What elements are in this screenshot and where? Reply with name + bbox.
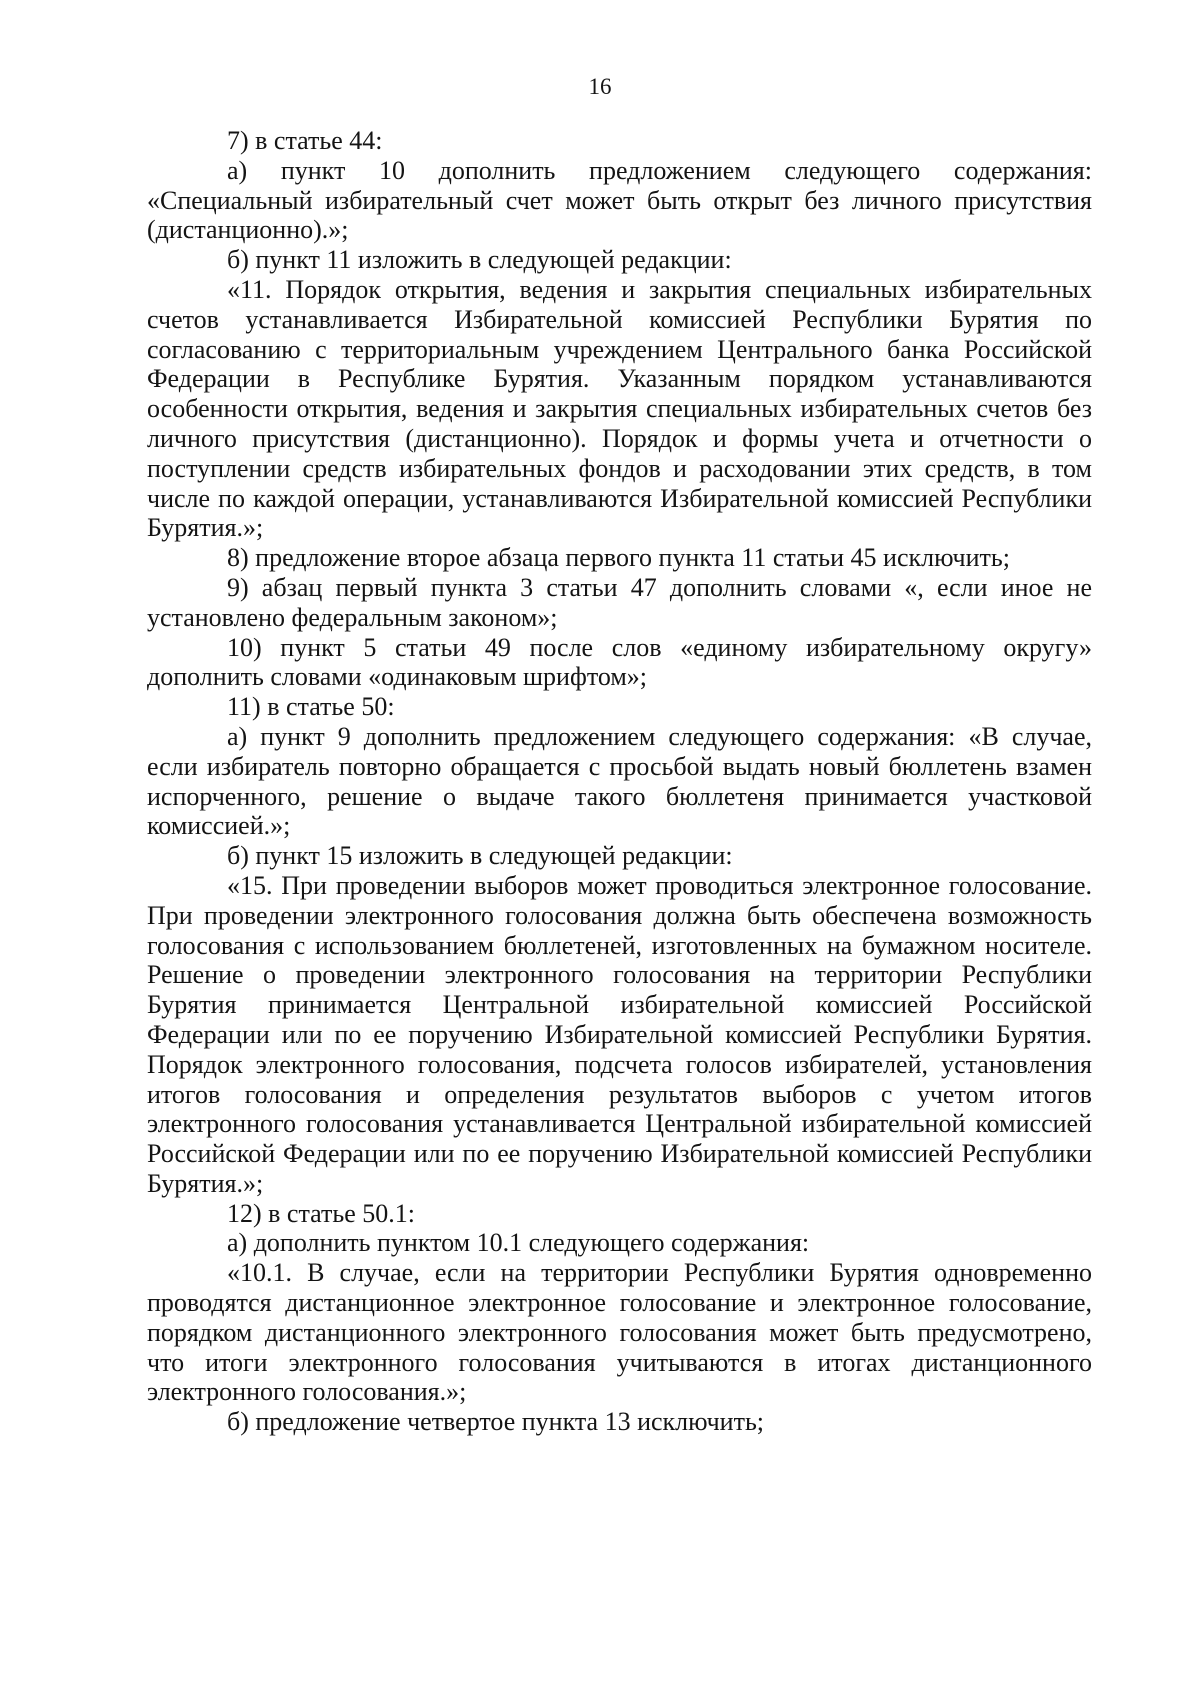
paragraph-article-50-a: а) пункт 9 дополнить предложением следующего содержания: «В случае, если избиратель повторно обращается с просьбой выдать новый бюллетень взамен испорченного, решение о выдаче такого бюллетеня принимается участковой комиссией.»;: [147, 721, 1092, 841]
paragraph-point-15-text: «15. При проведении выборов может проводиться электронное голосование. При проведении электронного голосования должна быть обеспечена возможность голосования с использованием бюллетеней, изготовленных на бумажном носителе. Решение о проведении электронного голосования на территории Республики Бурятия принимается Центральной избирательной комиссией Российской Федерации или по ее поручению Избирательной комиссией Республики Бурятия. Порядок электронного голосования, подсчета голосов избирателей, установления итогов голосования и определения результатов выборов с учетом итогов электронного голосования устанавливается Центральной избирательной комиссией Российской Федерации или по ее поручению Избирательной комиссией Республики Бурятия.»;: [147, 870, 1092, 1198]
paragraph-article-50-header: 11) в статье 50:: [227, 692, 395, 722]
paragraph-point-10-1-text: «10.1. В случае, если на территории Республики Бурятия одновременно проводятся дистанционное электронное голосование и электронное голосование, порядком дистанционного электронного голосования может быть предусмотрено, что итоги электронного голосования учитываются в итогах дистанционного электронного голосования.»;: [147, 1258, 1092, 1407]
paragraph-article-50-b: б) пункт 15 изложить в следующей редакции:: [227, 841, 733, 871]
paragraph-article-44-header: 7) в статье 44:: [227, 126, 383, 155]
page-number: 16: [588, 74, 612, 99]
paragraph-article-44-a: а) пункт 10 дополнить предложением следующего содержания: «Специальный избирательный счет может быть открыт без личного присутствия (дистанционно).»;: [147, 155, 1092, 245]
paragraph-item-10: 10) пункт 5 статьи 49 после слов «единому избирательному округу» дополнить словами «одинаковым шрифтом»;: [147, 632, 1092, 692]
paragraph-article-44-b: б) пункт 11 изложить в следующей редакции:: [227, 245, 732, 275]
paragraph-article-50-1-header: 12) в статье 50.1:: [227, 1198, 416, 1228]
paragraph-point-11-text: «11. Порядок открытия, ведения и закрытия специальных избирательных счетов устанавливается Избирательной комиссией Республики Бурятия по согласованию с территориальным учреждением Центрального банка Российской Федерации в Республике Бурятия. Указанным порядком устанавливаются особенности открытия, ведения и закрытия специальных избирательных счетов без личного присутствия (дистанционно). Порядок и формы учета и отчетности о поступлении средств избирательных фондов и расходовании этих средств, в том числе по каждой операции, устанавливаются Избирательной комиссией Республики Бурятия.»;: [147, 274, 1092, 543]
paragraph-item-9: 9) абзац первый пункта 3 статьи 47 дополнить словами «, если иное не установлено федеральным законом»;: [147, 572, 1092, 632]
document-body: [147, 126, 1092, 1437]
paragraph-article-50-1-a: а) дополнить пунктом 10.1 следующего содержания:: [227, 1228, 810, 1258]
paragraph-item-8: 8) предложение второе абзаца первого пункта 11 статьи 45 исключить;: [227, 543, 1010, 573]
paragraph-article-50-1-b: б) предложение четвертое пункта 13 исключить;: [227, 1407, 765, 1437]
